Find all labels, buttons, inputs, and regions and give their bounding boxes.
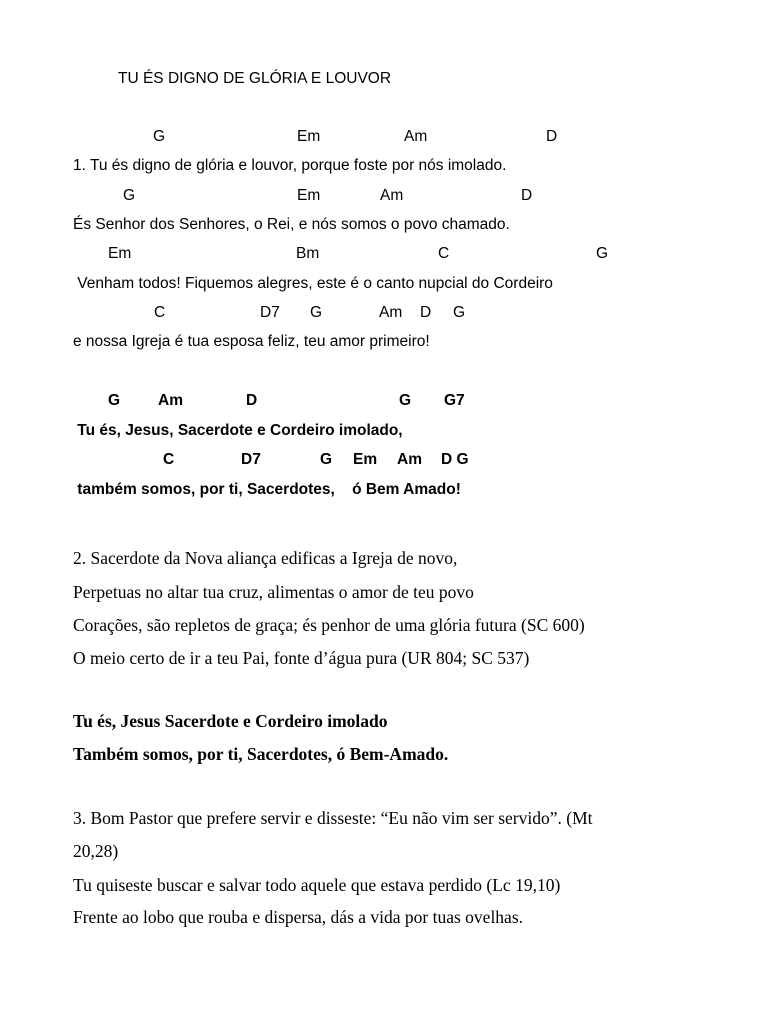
chord: Am: [404, 128, 428, 145]
chord: D7: [260, 304, 280, 321]
chord: Am: [379, 304, 403, 321]
chord: D G: [441, 451, 469, 468]
chord: G: [123, 187, 136, 204]
chord: Em: [297, 187, 321, 204]
chord: Am: [158, 392, 183, 409]
lyric-line: És Senhor dos Senhores, o Rei, e nós somos o povo chamado.: [73, 216, 510, 233]
refrain-line: Tu és, Jesus Sacerdote e Cordeiro imolado: [73, 711, 388, 731]
chord: Am: [380, 187, 404, 204]
chord: D: [521, 187, 533, 204]
song-title: TU ÉS DIGNO DE GLÓRIA E LOUVOR: [118, 70, 392, 87]
lyric-line: Perpetuas no altar tua cruz, alimentas o amor de teu povo: [73, 582, 474, 602]
chord: Em: [108, 245, 132, 262]
chord: G7: [444, 392, 465, 409]
chord: C: [163, 451, 175, 468]
refrain-line: Tu és, Jesus, Sacerdote e Cordeiro imolado,: [73, 422, 403, 439]
chord: G: [108, 392, 121, 409]
chord: G: [453, 304, 466, 321]
chord: D: [420, 304, 432, 321]
lyric-line: 20,28): [73, 841, 119, 861]
lyric-line: O meio certo de ir a teu Pai, fonte d’água pura (UR 804; SC 537): [73, 648, 530, 668]
chord: G: [320, 451, 333, 468]
lyric-line: 3. Bom Pastor que prefere servir e disseste: “Eu não vim ser servido”. (Mt: [73, 808, 593, 828]
refrain-line: Também somos, por ti, Sacerdotes, ó Bem-Amado.: [73, 744, 449, 764]
chord: D: [546, 128, 558, 145]
refrain-line: também somos, por ti, Sacerdotes, ó Bem Amado!: [73, 481, 461, 498]
chord: G: [399, 392, 412, 409]
chord: C: [154, 304, 166, 321]
chord: D7: [241, 451, 261, 468]
chord: Bm: [296, 245, 320, 262]
chord: Em: [297, 128, 321, 145]
lyric-line: 2. Sacerdote da Nova aliança edificas a Igreja de novo,: [73, 548, 458, 568]
chord: G: [596, 245, 609, 262]
lyric-line: 1. Tu és digno de glória e louvor, porque foste por nós imolado.: [73, 157, 507, 174]
lyric-line: e nossa Igreja é tua esposa feliz, teu amor primeiro!: [73, 333, 430, 350]
lyric-line: Venham todos! Fiquemos alegres, este é o canto nupcial do Cordeiro: [73, 275, 553, 292]
chord: G: [153, 128, 166, 145]
lyric-line: Tu quiseste buscar e salvar todo aquele que estava perdido (Lc 19,10): [73, 875, 561, 895]
lyric-line: Corações, são repletos de graça; és penhor de uma glória futura (SC 600): [73, 615, 585, 635]
chord: C: [438, 245, 450, 262]
chord: G: [310, 304, 323, 321]
lyric-line: Frente ao lobo que rouba e dispersa, dás a vida por tuas ovelhas.: [73, 907, 524, 927]
chord: D: [246, 392, 258, 409]
chord: Em: [353, 451, 378, 468]
chord: Am: [397, 451, 422, 468]
